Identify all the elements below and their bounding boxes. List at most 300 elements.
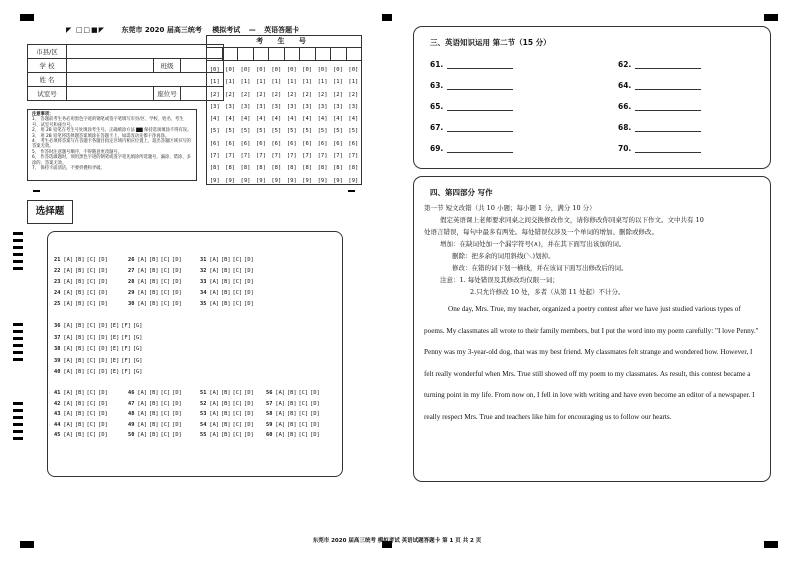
- option-bubble[interactable]: [C]: [86, 411, 97, 417]
- option-bubble[interactable]: [A]: [63, 357, 73, 364]
- option-bubble[interactable]: [C]: [160, 390, 171, 396]
- option-bubble[interactable]: [B]: [148, 290, 159, 296]
- option-bubble[interactable]: [D]: [172, 290, 182, 296]
- digit-bubble[interactable]: [5]: [348, 128, 359, 135]
- option-bubble[interactable]: [A]: [209, 268, 219, 274]
- option-bubble[interactable]: [A]: [275, 421, 285, 428]
- option-bubble[interactable]: [A]: [63, 279, 73, 285]
- digit-bubble[interactable]: [0]: [209, 67, 220, 73]
- option-bubble[interactable]: [D]: [244, 390, 254, 396]
- digit-bubble[interactable]: [0]: [271, 67, 282, 73]
- option-bubble[interactable]: [C]: [232, 279, 243, 285]
- digit-bubble[interactable]: [7]: [240, 153, 251, 160]
- exam-number-box[interactable]: [285, 48, 301, 60]
- digit-bubble[interactable]: [3]: [286, 103, 297, 110]
- answer-line[interactable]: [635, 80, 701, 90]
- option-bubble[interactable]: [D]: [172, 279, 182, 285]
- option-bubble[interactable]: [A]: [63, 290, 73, 296]
- digit-bubble[interactable]: [7]: [302, 153, 313, 160]
- option-bubble[interactable]: [D]: [172, 400, 182, 407]
- answer-line[interactable]: [635, 59, 701, 69]
- option-bubble[interactable]: [A]: [63, 257, 73, 263]
- option-bubble[interactable]: [B]: [74, 268, 85, 274]
- digit-bubble[interactable]: [8]: [317, 165, 328, 172]
- option-bubble[interactable]: [C]: [160, 290, 171, 296]
- option-bubble[interactable]: [C]: [232, 290, 243, 296]
- option-bubble[interactable]: [B]: [220, 279, 231, 285]
- option-bubble[interactable]: [C]: [86, 432, 97, 438]
- option-bubble[interactable]: [D]: [244, 257, 254, 263]
- option-bubble[interactable]: [D]: [98, 421, 108, 428]
- digit-bubble[interactable]: [1]: [332, 79, 343, 86]
- digit-bubble[interactable]: [0]: [240, 67, 251, 73]
- option-bubble[interactable]: [G]: [132, 323, 143, 329]
- digit-bubble[interactable]: [3]: [255, 103, 266, 110]
- option-bubble[interactable]: [A]: [137, 390, 147, 396]
- digit-bubble[interactable]: [0]: [348, 67, 359, 73]
- option-bubble[interactable]: [B]: [74, 357, 85, 364]
- option-bubble[interactable]: [C]: [160, 279, 171, 285]
- option-bubble[interactable]: [C]: [86, 390, 97, 396]
- digit-bubble[interactable]: [1]: [348, 79, 359, 86]
- option-bubble[interactable]: [E]: [109, 346, 120, 352]
- digit-bubble[interactable]: [5]: [302, 128, 313, 135]
- digit-bubble[interactable]: [1]: [317, 79, 328, 86]
- exam-number-box[interactable]: [300, 48, 316, 60]
- digit-bubble[interactable]: [1]: [286, 79, 297, 86]
- digit-bubble[interactable]: [4]: [348, 116, 359, 123]
- option-bubble[interactable]: [B]: [74, 257, 85, 263]
- digit-bubble[interactable]: [0]: [286, 67, 297, 73]
- digit-bubble[interactable]: [2]: [240, 91, 251, 98]
- option-bubble[interactable]: [C]: [86, 334, 97, 341]
- digit-bubble[interactable]: [6]: [332, 140, 343, 147]
- digit-bubble[interactable]: [6]: [255, 140, 266, 147]
- digit-bubble[interactable]: [2]: [317, 91, 328, 98]
- option-bubble[interactable]: [A]: [275, 390, 285, 396]
- option-bubble[interactable]: [D]: [98, 357, 108, 364]
- digit-bubble[interactable]: [9]: [302, 177, 313, 184]
- option-bubble[interactable]: [A]: [275, 411, 285, 417]
- digit-bubble[interactable]: [5]: [209, 128, 220, 135]
- option-bubble[interactable]: [C]: [298, 390, 309, 396]
- digit-bubble[interactable]: [4]: [286, 116, 297, 123]
- option-bubble[interactable]: [D]: [172, 268, 182, 274]
- digit-bubble[interactable]: [9]: [240, 177, 251, 184]
- exam-number-box[interactable]: [331, 48, 347, 60]
- answer-line[interactable]: [447, 101, 513, 111]
- option-bubble[interactable]: [B]: [74, 432, 85, 438]
- option-bubble[interactable]: [F]: [121, 369, 131, 375]
- digit-bubble[interactable]: [9]: [332, 177, 343, 184]
- option-bubble[interactable]: [B]: [148, 432, 159, 438]
- option-bubble[interactable]: [B]: [74, 290, 85, 296]
- digit-bubble[interactable]: [2]: [286, 91, 297, 98]
- option-bubble[interactable]: [D]: [172, 411, 182, 417]
- option-bubble[interactable]: [D]: [98, 279, 108, 285]
- digit-bubble[interactable]: [3]: [302, 103, 313, 110]
- option-bubble[interactable]: [D]: [172, 301, 182, 307]
- option-bubble[interactable]: [D]: [244, 411, 254, 417]
- option-bubble[interactable]: [B]: [74, 390, 85, 396]
- answer-line[interactable]: [447, 80, 513, 90]
- option-bubble[interactable]: [F]: [121, 346, 131, 352]
- answer-line[interactable]: [635, 101, 701, 111]
- option-bubble[interactable]: [C]: [232, 411, 243, 417]
- digit-bubble[interactable]: [5]: [225, 128, 236, 135]
- digit-bubble[interactable]: [6]: [209, 140, 220, 147]
- digit-bubble[interactable]: [3]: [317, 103, 328, 110]
- digit-bubble[interactable]: [5]: [317, 128, 328, 135]
- digit-bubble[interactable]: [2]: [225, 91, 236, 98]
- option-bubble[interactable]: [D]: [310, 432, 320, 438]
- option-bubble[interactable]: [E]: [109, 323, 120, 329]
- option-bubble[interactable]: [G]: [132, 334, 143, 341]
- option-bubble[interactable]: [D]: [172, 390, 182, 396]
- answer-line[interactable]: [635, 122, 701, 132]
- option-bubble[interactable]: [A]: [63, 432, 73, 438]
- option-bubble[interactable]: [B]: [74, 421, 85, 428]
- option-bubble[interactable]: [B]: [220, 432, 231, 438]
- digit-bubble[interactable]: [6]: [317, 140, 328, 147]
- digit-bubble[interactable]: [4]: [255, 116, 266, 123]
- option-bubble[interactable]: [A]: [137, 290, 147, 296]
- digit-bubble[interactable]: [3]: [348, 103, 359, 110]
- option-bubble[interactable]: [C]: [86, 369, 97, 375]
- option-bubble[interactable]: [A]: [63, 346, 73, 352]
- digit-bubble[interactable]: [1]: [225, 79, 236, 86]
- digit-bubble[interactable]: [1]: [209, 79, 220, 86]
- option-bubble[interactable]: [B]: [220, 421, 231, 428]
- digit-bubble[interactable]: [7]: [286, 153, 297, 160]
- digit-bubble[interactable]: [0]: [255, 67, 266, 73]
- option-bubble[interactable]: [C]: [160, 301, 171, 307]
- option-bubble[interactable]: [C]: [86, 421, 97, 428]
- digit-bubble[interactable]: [5]: [271, 128, 282, 135]
- option-bubble[interactable]: [F]: [121, 334, 131, 341]
- option-bubble[interactable]: [B]: [286, 411, 297, 417]
- digit-bubble[interactable]: [9]: [348, 177, 359, 184]
- digit-bubble[interactable]: [5]: [286, 128, 297, 135]
- option-bubble[interactable]: [A]: [209, 421, 219, 428]
- option-bubble[interactable]: [C]: [232, 301, 243, 307]
- answer-line[interactable]: [447, 143, 513, 153]
- option-bubble[interactable]: [A]: [63, 334, 73, 341]
- option-bubble[interactable]: [C]: [86, 323, 97, 329]
- digit-bubble[interactable]: [6]: [286, 140, 297, 147]
- digit-bubble[interactable]: [3]: [332, 103, 343, 110]
- digit-bubble[interactable]: [6]: [271, 140, 282, 147]
- digit-bubble[interactable]: [0]: [302, 67, 313, 73]
- option-bubble[interactable]: [B]: [74, 346, 85, 352]
- option-bubble[interactable]: [E]: [109, 357, 120, 364]
- digit-bubble[interactable]: [8]: [225, 165, 236, 172]
- digit-bubble[interactable]: [8]: [286, 165, 297, 172]
- digit-bubble[interactable]: [1]: [302, 79, 313, 86]
- option-bubble[interactable]: [D]: [98, 323, 108, 329]
- option-bubble[interactable]: [A]: [275, 432, 285, 438]
- option-bubble[interactable]: [A]: [63, 323, 73, 329]
- digit-bubble[interactable]: [8]: [302, 165, 313, 172]
- option-bubble[interactable]: [A]: [275, 400, 285, 407]
- option-bubble[interactable]: [D]: [172, 257, 182, 263]
- digit-bubble[interactable]: [9]: [209, 177, 220, 184]
- exam-number-box[interactable]: [207, 48, 223, 60]
- option-bubble[interactable]: [B]: [74, 411, 85, 417]
- option-bubble[interactable]: [B]: [148, 400, 159, 407]
- option-bubble[interactable]: [A]: [137, 421, 147, 428]
- option-bubble[interactable]: [C]: [160, 421, 171, 428]
- digit-bubble[interactable]: [9]: [286, 177, 297, 184]
- option-bubble[interactable]: [B]: [220, 400, 231, 407]
- option-bubble[interactable]: [C]: [160, 268, 171, 274]
- digit-bubble[interactable]: [5]: [332, 128, 343, 135]
- option-bubble[interactable]: [B]: [148, 421, 159, 428]
- option-bubble[interactable]: [D]: [244, 421, 254, 428]
- option-bubble[interactable]: [A]: [63, 301, 73, 307]
- option-bubble[interactable]: [A]: [209, 290, 219, 296]
- option-bubble[interactable]: [C]: [86, 257, 97, 263]
- option-bubble[interactable]: [C]: [86, 268, 97, 274]
- option-bubble[interactable]: [A]: [63, 268, 73, 274]
- option-bubble[interactable]: [D]: [310, 411, 320, 417]
- school-field[interactable]: [67, 59, 154, 73]
- exam-number-box[interactable]: [223, 48, 239, 60]
- option-bubble[interactable]: [B]: [220, 257, 231, 263]
- option-bubble[interactable]: [A]: [63, 421, 73, 428]
- option-bubble[interactable]: [C]: [160, 400, 171, 407]
- digit-bubble[interactable]: [9]: [225, 177, 236, 184]
- digit-bubble[interactable]: [1]: [240, 79, 251, 86]
- exam-number-box[interactable]: [238, 48, 254, 60]
- name-field[interactable]: [67, 73, 224, 87]
- option-bubble[interactable]: [A]: [137, 301, 147, 307]
- digit-bubble[interactable]: [1]: [271, 79, 282, 86]
- digit-bubble[interactable]: [2]: [302, 91, 313, 98]
- option-bubble[interactable]: [A]: [137, 411, 147, 417]
- option-bubble[interactable]: [D]: [244, 279, 254, 285]
- option-bubble[interactable]: [D]: [310, 390, 320, 396]
- option-bubble[interactable]: [A]: [209, 257, 219, 263]
- option-bubble[interactable]: [C]: [160, 411, 171, 417]
- digit-bubble[interactable]: [2]: [255, 91, 266, 98]
- option-bubble[interactable]: [B]: [148, 411, 159, 417]
- option-bubble[interactable]: [G]: [132, 346, 143, 352]
- digit-bubble[interactable]: [8]: [332, 165, 343, 172]
- option-bubble[interactable]: [D]: [98, 411, 108, 417]
- digit-bubble[interactable]: [0]: [225, 67, 236, 73]
- answer-line[interactable]: [447, 59, 513, 69]
- digit-bubble[interactable]: [7]: [255, 153, 266, 160]
- option-bubble[interactable]: [A]: [63, 369, 73, 375]
- digit-bubble[interactable]: [8]: [271, 165, 282, 172]
- digit-bubble[interactable]: [4]: [332, 116, 343, 123]
- option-bubble[interactable]: [B]: [74, 400, 85, 407]
- digit-bubble[interactable]: [8]: [240, 165, 251, 172]
- digit-bubble[interactable]: [8]: [348, 165, 359, 172]
- digit-bubble[interactable]: [4]: [209, 116, 220, 123]
- option-bubble[interactable]: [A]: [209, 279, 219, 285]
- option-bubble[interactable]: [B]: [148, 257, 159, 263]
- option-bubble[interactable]: [A]: [137, 257, 147, 263]
- option-bubble[interactable]: [C]: [232, 400, 243, 407]
- digit-bubble[interactable]: [6]: [240, 140, 251, 147]
- option-bubble[interactable]: [A]: [137, 432, 147, 438]
- exam-number-box[interactable]: [316, 48, 332, 60]
- option-bubble[interactable]: [A]: [63, 411, 73, 417]
- option-bubble[interactable]: [C]: [86, 357, 97, 364]
- digit-bubble[interactable]: [7]: [317, 153, 328, 160]
- option-bubble[interactable]: [A]: [137, 268, 147, 274]
- digit-bubble[interactable]: [7]: [348, 153, 359, 160]
- digit-bubble[interactable]: [2]: [332, 91, 343, 98]
- option-bubble[interactable]: [D]: [310, 421, 320, 428]
- option-bubble[interactable]: [C]: [232, 257, 243, 263]
- option-bubble[interactable]: [D]: [244, 400, 254, 407]
- option-bubble[interactable]: [C]: [86, 400, 97, 407]
- option-bubble[interactable]: [B]: [286, 421, 297, 428]
- option-bubble[interactable]: [D]: [98, 369, 108, 375]
- option-bubble[interactable]: [A]: [209, 400, 219, 407]
- option-bubble[interactable]: [B]: [148, 301, 159, 307]
- option-bubble[interactable]: [B]: [220, 390, 231, 396]
- option-bubble[interactable]: [A]: [137, 279, 147, 285]
- option-bubble[interactable]: [C]: [160, 257, 171, 263]
- option-bubble[interactable]: [C]: [298, 432, 309, 438]
- option-bubble[interactable]: [B]: [74, 334, 85, 341]
- option-bubble[interactable]: [B]: [220, 268, 231, 274]
- option-bubble[interactable]: [C]: [298, 421, 309, 428]
- option-bubble[interactable]: [B]: [148, 279, 159, 285]
- digit-bubble[interactable]: [6]: [348, 140, 359, 147]
- option-bubble[interactable]: [D]: [98, 346, 108, 352]
- digit-bubble[interactable]: [4]: [225, 116, 236, 123]
- option-bubble[interactable]: [B]: [220, 290, 231, 296]
- option-bubble[interactable]: [G]: [132, 369, 143, 375]
- digit-bubble[interactable]: [2]: [209, 91, 220, 98]
- option-bubble[interactable]: [B]: [148, 390, 159, 396]
- option-bubble[interactable]: [G]: [132, 357, 143, 364]
- option-bubble[interactable]: [B]: [220, 411, 231, 417]
- option-bubble[interactable]: [D]: [98, 432, 108, 438]
- digit-bubble[interactable]: [0]: [332, 67, 343, 73]
- digit-bubble[interactable]: [3]: [209, 103, 220, 110]
- option-bubble[interactable]: [C]: [86, 346, 97, 352]
- digit-bubble[interactable]: [6]: [302, 140, 313, 147]
- option-bubble[interactable]: [B]: [286, 432, 297, 438]
- option-bubble[interactable]: [A]: [137, 400, 147, 407]
- option-bubble[interactable]: [C]: [86, 301, 97, 307]
- option-bubble[interactable]: [D]: [98, 334, 108, 341]
- digit-bubble[interactable]: [7]: [209, 153, 220, 160]
- option-bubble[interactable]: [B]: [286, 400, 297, 407]
- digit-bubble[interactable]: [5]: [240, 128, 251, 135]
- option-bubble[interactable]: [C]: [298, 411, 309, 417]
- digit-bubble[interactable]: [9]: [271, 177, 282, 184]
- option-bubble[interactable]: [D]: [98, 390, 108, 396]
- digit-bubble[interactable]: [2]: [271, 91, 282, 98]
- option-bubble[interactable]: [B]: [286, 390, 297, 396]
- option-bubble[interactable]: [C]: [232, 432, 243, 438]
- option-bubble[interactable]: [F]: [121, 323, 131, 329]
- digit-bubble[interactable]: [1]: [255, 79, 266, 86]
- option-bubble[interactable]: [F]: [121, 357, 131, 364]
- digit-bubble[interactable]: [7]: [332, 153, 343, 160]
- digit-bubble[interactable]: [4]: [317, 116, 328, 123]
- answer-line[interactable]: [447, 122, 513, 132]
- digit-bubble[interactable]: [8]: [255, 165, 266, 172]
- option-bubble[interactable]: [D]: [98, 400, 108, 407]
- option-bubble[interactable]: [D]: [310, 400, 320, 407]
- option-bubble[interactable]: [A]: [209, 390, 219, 396]
- exam-number-box[interactable]: [254, 48, 270, 60]
- digit-bubble[interactable]: [0]: [317, 67, 328, 73]
- option-bubble[interactable]: [B]: [74, 369, 85, 375]
- option-bubble[interactable]: [B]: [220, 301, 231, 307]
- option-bubble[interactable]: [D]: [244, 268, 254, 274]
- option-bubble[interactable]: [D]: [98, 290, 108, 296]
- digit-bubble[interactable]: [6]: [225, 140, 236, 147]
- room-field[interactable]: [67, 87, 154, 101]
- digit-bubble[interactable]: [2]: [348, 91, 359, 98]
- digit-bubble[interactable]: [4]: [271, 116, 282, 123]
- option-bubble[interactable]: [D]: [98, 301, 108, 307]
- option-bubble[interactable]: [D]: [244, 432, 254, 438]
- digit-bubble[interactable]: [9]: [255, 177, 266, 184]
- digit-bubble[interactable]: [4]: [240, 116, 251, 123]
- digit-bubble[interactable]: [3]: [225, 103, 236, 110]
- digit-bubble[interactable]: [3]: [240, 103, 251, 110]
- option-bubble[interactable]: [D]: [98, 257, 108, 263]
- option-bubble[interactable]: [C]: [86, 279, 97, 285]
- exam-number-box[interactable]: [269, 48, 285, 60]
- digit-bubble[interactable]: [7]: [271, 153, 282, 160]
- option-bubble[interactable]: [B]: [148, 268, 159, 274]
- option-bubble[interactable]: [B]: [74, 301, 85, 307]
- option-bubble[interactable]: [C]: [160, 432, 171, 438]
- county-field[interactable]: [67, 45, 224, 59]
- digit-bubble[interactable]: [5]: [255, 128, 266, 135]
- digit-bubble[interactable]: [3]: [271, 103, 282, 110]
- option-bubble[interactable]: [E]: [109, 334, 120, 341]
- option-bubble[interactable]: [C]: [232, 268, 243, 274]
- digit-bubble[interactable]: [8]: [209, 165, 220, 172]
- option-bubble[interactable]: [B]: [74, 323, 85, 329]
- option-bubble[interactable]: [E]: [109, 369, 120, 375]
- option-bubble[interactable]: [D]: [172, 421, 182, 428]
- essay-passage[interactable]: One day, Mrs. True, my teacher, organized a poetry contest after we have just studied various types of poems. My classmates all wrote to their family members, but I put the word into my poem carefully: "I love Penny." Penny was my 3-year-old dog, that was my best friend. My classmates felt strange and wondered how. However, I felt really wonderful when Mrs. True still showed off my poem to my classmates. As result, this contest became a turning point in my life. From now on, I fell in love with writing and have even become an editor of a newspaper. I really respect Mrs. True and teachers like him for encouraging us to follow our hearts.: [424, 305, 759, 421]
- option-bubble[interactable]: [C]: [86, 290, 97, 296]
- option-bubble[interactable]: [A]: [209, 411, 219, 417]
- digit-bubble[interactable]: [4]: [302, 116, 313, 123]
- option-bubble[interactable]: [B]: [74, 279, 85, 285]
- option-bubble[interactable]: [A]: [63, 400, 73, 407]
- option-bubble[interactable]: [A]: [63, 390, 73, 396]
- option-bubble[interactable]: [A]: [209, 301, 219, 307]
- option-bubble[interactable]: [D]: [98, 268, 108, 274]
- option-bubble[interactable]: [D]: [172, 432, 182, 438]
- option-bubble[interactable]: [D]: [244, 301, 254, 307]
- option-bubble[interactable]: [C]: [232, 421, 243, 428]
- digit-bubble[interactable]: [9]: [317, 177, 328, 184]
- option-bubble[interactable]: [C]: [298, 400, 309, 407]
- exam-number-box[interactable]: [347, 48, 362, 60]
- option-bubble[interactable]: [D]: [244, 290, 254, 296]
- option-bubble[interactable]: [C]: [232, 390, 243, 396]
- answer-line[interactable]: [635, 143, 701, 153]
- digit-bubble[interactable]: [7]: [225, 153, 236, 160]
- option-bubble[interactable]: [A]: [209, 432, 219, 438]
